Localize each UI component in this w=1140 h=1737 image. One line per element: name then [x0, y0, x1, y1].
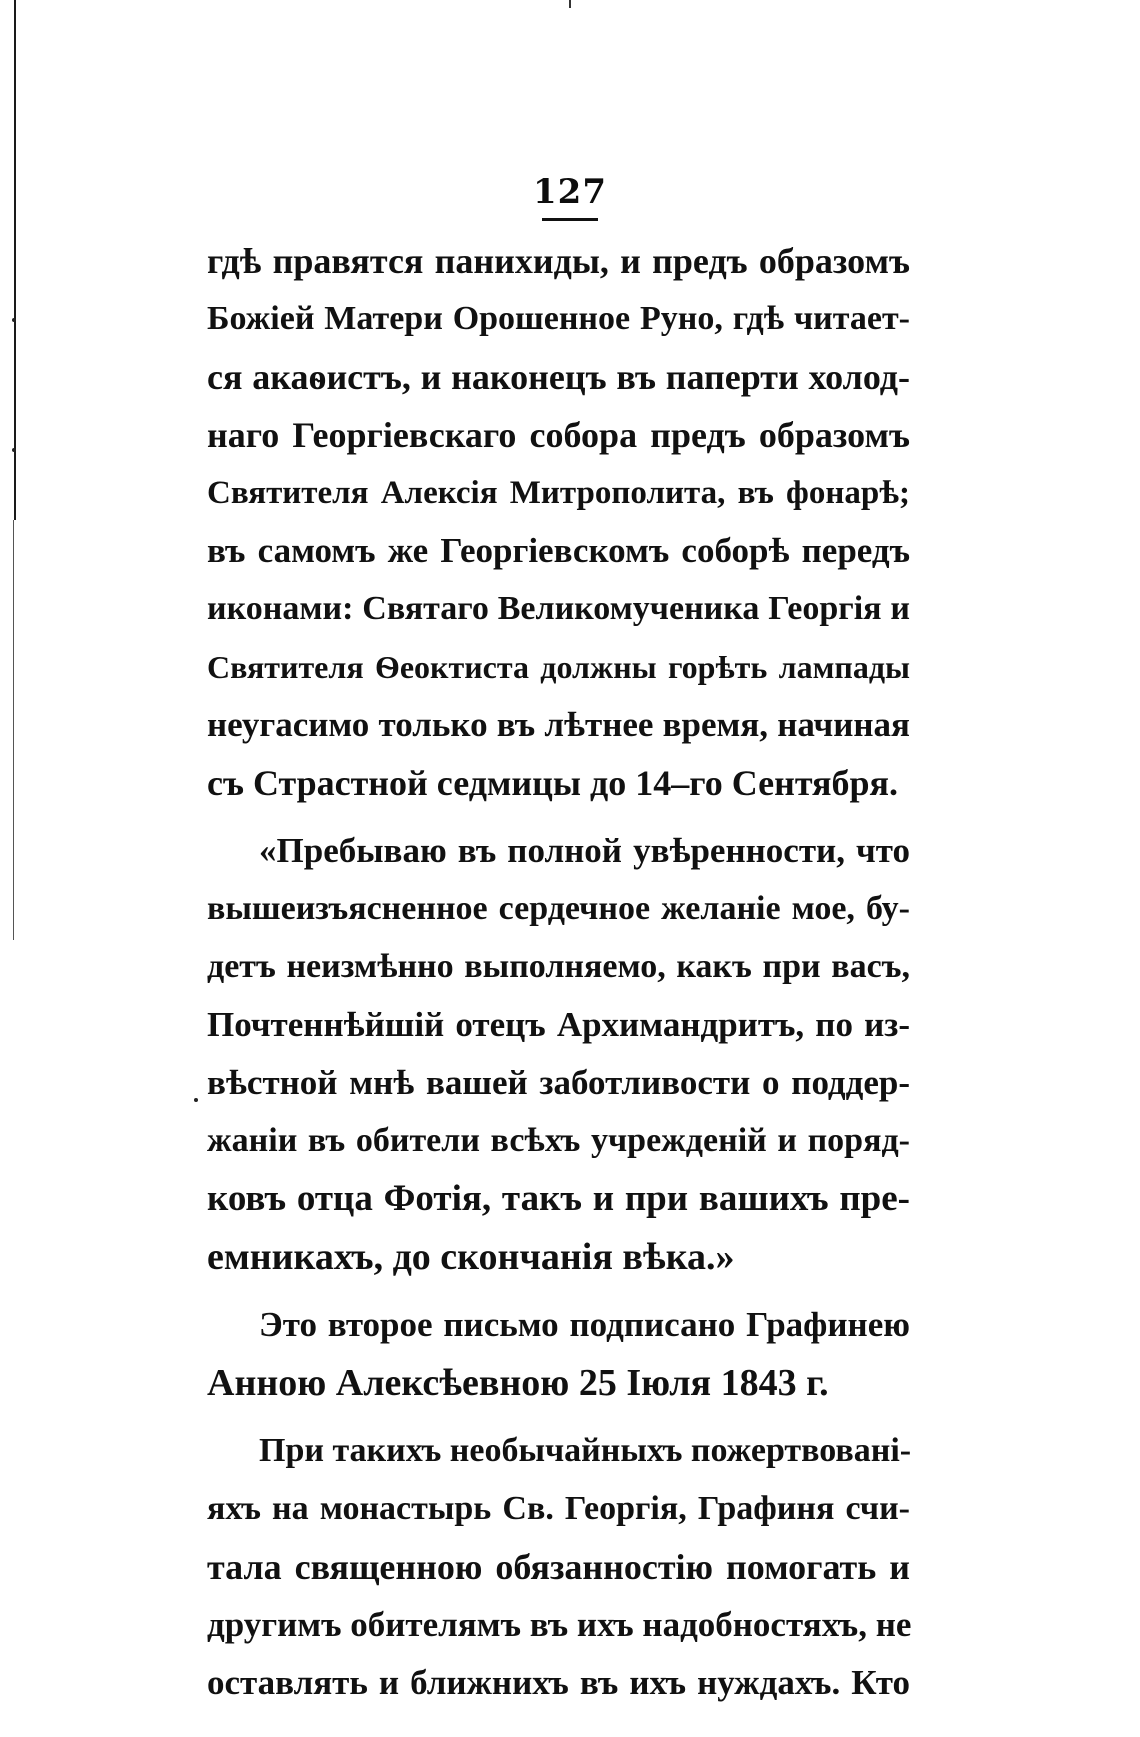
text-line: ся акаѳистъ, и наконецъ въ паперти холод- — [207, 357, 910, 397]
text-line: съ Страстной седмицы до 14–го Сентября. — [207, 763, 899, 803]
paragraph-gap — [207, 1286, 910, 1296]
paragraph-gap — [207, 812, 910, 822]
text-line: «Пребываю въ полной увѣренности, что — [259, 831, 910, 870]
text-line: Анною Алексѣевною 25 Іюля 1843 г. — [207, 1362, 829, 1404]
text-line: вышеизъясненное сердечное желаніе мое, бу- — [207, 890, 910, 927]
text-line: гдѣ правятся панихиды, и предъ образомъ — [207, 241, 910, 281]
text-line: Это второе письмо подписано Графинею — [259, 1305, 910, 1344]
text-line: наго Георгіевскаго собора предъ образомъ — [207, 415, 910, 455]
text-line: неугасимо только въ лѣтнее время, начиная — [207, 705, 910, 744]
page-body — [207, 232, 910, 1712]
text-line: иконами: Святаго Великомученика Георгія и — [207, 590, 910, 627]
text-line: въ самомъ же Георгіевскомъ соборѣ передъ — [207, 531, 910, 570]
scan-speck — [194, 1098, 198, 1102]
text-line: При такихъ необычайныхъ пожертвовані- — [259, 1432, 912, 1469]
scan-speck — [12, 448, 16, 452]
text-line: оставлять и ближнихъ въ ихъ нуждахъ. Кто — [207, 1663, 910, 1702]
paragraph — [207, 232, 910, 812]
paragraph — [207, 822, 910, 1286]
text-line: жаніи въ обители всѣхъ учрежденій и поряд- — [207, 1122, 910, 1159]
text-line: Почтеннѣйшій отецъ Архимандритъ, по из- — [207, 1005, 910, 1044]
text-line: ковъ отца Фотія, такъ и при вашихъ пре- — [207, 1178, 910, 1219]
paragraph — [207, 1296, 910, 1412]
page-number-rule — [542, 218, 598, 221]
paragraph — [207, 1422, 910, 1712]
text-line: Святителя Алексія Митрополита, въ фонарѣ; — [207, 475, 910, 511]
text-line: детъ неизмѣнно выполняемо, какъ при васъ, — [207, 948, 910, 985]
text-line: тала священною обязанностію помогать и — [207, 1547, 910, 1587]
text-line: яхъ на монастырь Св. Георгія, Графиня счи- — [207, 1490, 910, 1527]
scan-binding-edge — [14, 0, 16, 520]
page-number: 127 — [533, 172, 607, 212]
scan-top-mark — [569, 0, 571, 8]
text-line: емникахъ, до скончанія вѣка.» — [207, 1236, 735, 1278]
scan-speck — [12, 318, 16, 322]
scan-binding-edge-faint — [13, 520, 14, 940]
text-line: вѣстной мнѣ вашей заботливости о поддер- — [207, 1063, 910, 1102]
text-line: Святителя Ѳеоктиста должны горѣть лампады — [207, 649, 910, 685]
text-line: другимъ обителямъ въ ихъ надобностяхъ, не — [207, 1605, 912, 1644]
paragraph-gap — [207, 1412, 910, 1422]
text-line: Божіей Матери Орошенное Руно, гдѣ читает- — [207, 300, 910, 337]
